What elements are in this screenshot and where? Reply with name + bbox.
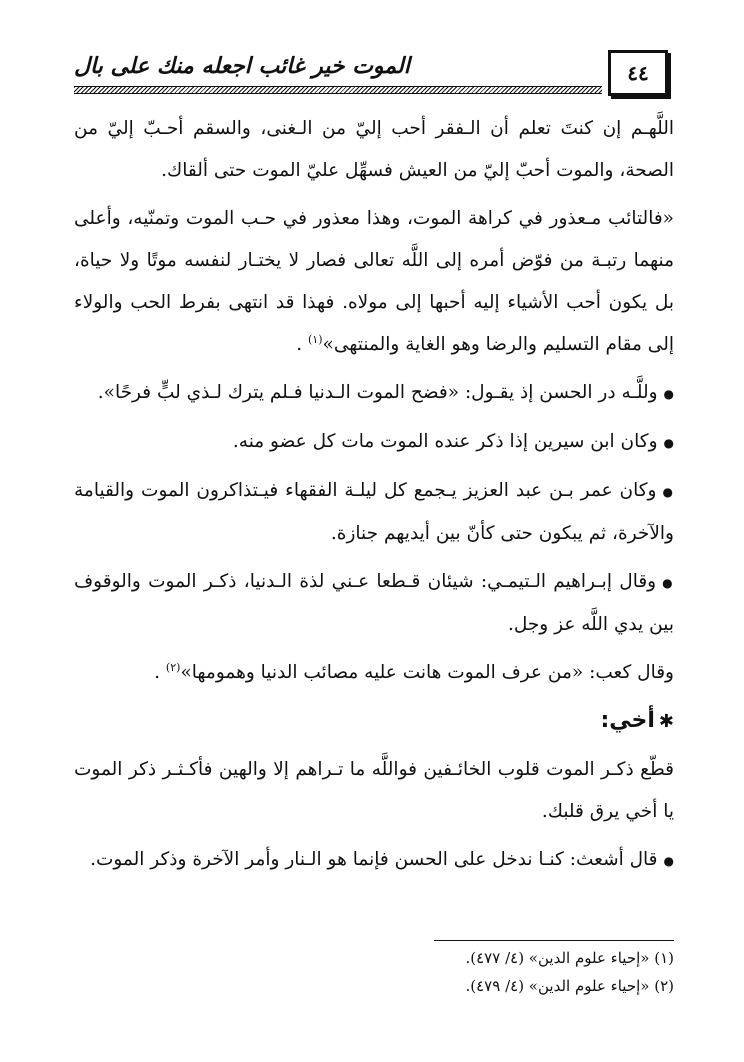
bullet-paragraph: ● وقال إبـراهيم الـتيمـي: شيئان قـطعا عـني لذة الـدنيا، ذكـر الموت والوقوف بين يدي اللَّه عز وجل.: [74, 561, 674, 646]
section-heading: ✱أخي:: [600, 708, 674, 733]
bullet-paragraph: ● وكان عمر بـن عبد العزيز يـجمع كل ليلـة الفقهاء فيـتذاكرون الموت والقيامة والآخرة، ثم يبكون حتى كأنّ بين أيديهم جنازة.: [74, 470, 674, 555]
header-rule: [74, 86, 602, 94]
footnote-ref: (١): [308, 332, 323, 346]
paragraph: «فالتائب مـعذور في كراهة الموت، وهذا معذور في حـب الموت وتمنّيه، وأعلى منهما رتبـة من فوّض أمره إلى اللَّه تعالى فصار لا يختـار لنفسه موتًا ولا حياة، بل يكون أحب الأشياء إليه أحبها إلى مولاه. فهذا قد انتهى بفرط الحب والولاء إلى مقام التسليم والرضا وهو الغاية والمنتهى»$^{(١)}$ .: [74, 208, 674, 355]
bullet-paragraph: ● وللَّـه در الحسن إذ يقـول: «فضح الموت الـدنيا فـلم يترك لـذي لبٍّ فرحًا».: [74, 372, 674, 415]
footnote: (١) «إحياء علوم الدين» (٤/ ٤٧٧).: [465, 949, 674, 967]
star-icon: ✱: [658, 711, 674, 732]
footnote-ref: (٢): [165, 660, 181, 674]
bullet-paragraph: ● قال أشعث: كنـا ندخل على الحسن فإنما هو الـنار وأمر الآخرة وذكر الموت.: [74, 839, 674, 882]
bullet-paragraph: ● وكان ابن سيرين إذا ذكر عنده الموت مات كل عضو منه.: [74, 421, 674, 464]
page-number: ٤٤: [608, 50, 668, 96]
paragraph: قطّع ذكـر الموت قلوب الخائـفين فواللَّه ما تـراهم إلا والهين فأكـثـر ذكر الموت يا أخي يرق قلبك.: [74, 759, 674, 822]
running-title: الموت خير غائب اجعله منك على بال: [74, 54, 410, 79]
footnote-rule: [434, 940, 674, 941]
paragraph: اللَّهـم إن كنتَ تعلم أن الـفقر أحب إليّ من الـغنى، والسقم أحـبّ إليّ من الصحة، والموت أحبّ إليّ من العيش فسهِّل عليّ الموت حتى ألقاك.: [74, 118, 674, 181]
footnote: (٢) «إحياء علوم الدين» (٤/ ٤٧٩).: [465, 977, 674, 995]
paragraph: وقال كعب: «من عرف الموت هانت عليه مصائب الدنيا وهمومها»$^{(٢)}$ .: [154, 660, 674, 683]
footnotes: [74, 944, 674, 1000]
main-text: [74, 108, 674, 888]
page-header: [74, 46, 668, 96]
